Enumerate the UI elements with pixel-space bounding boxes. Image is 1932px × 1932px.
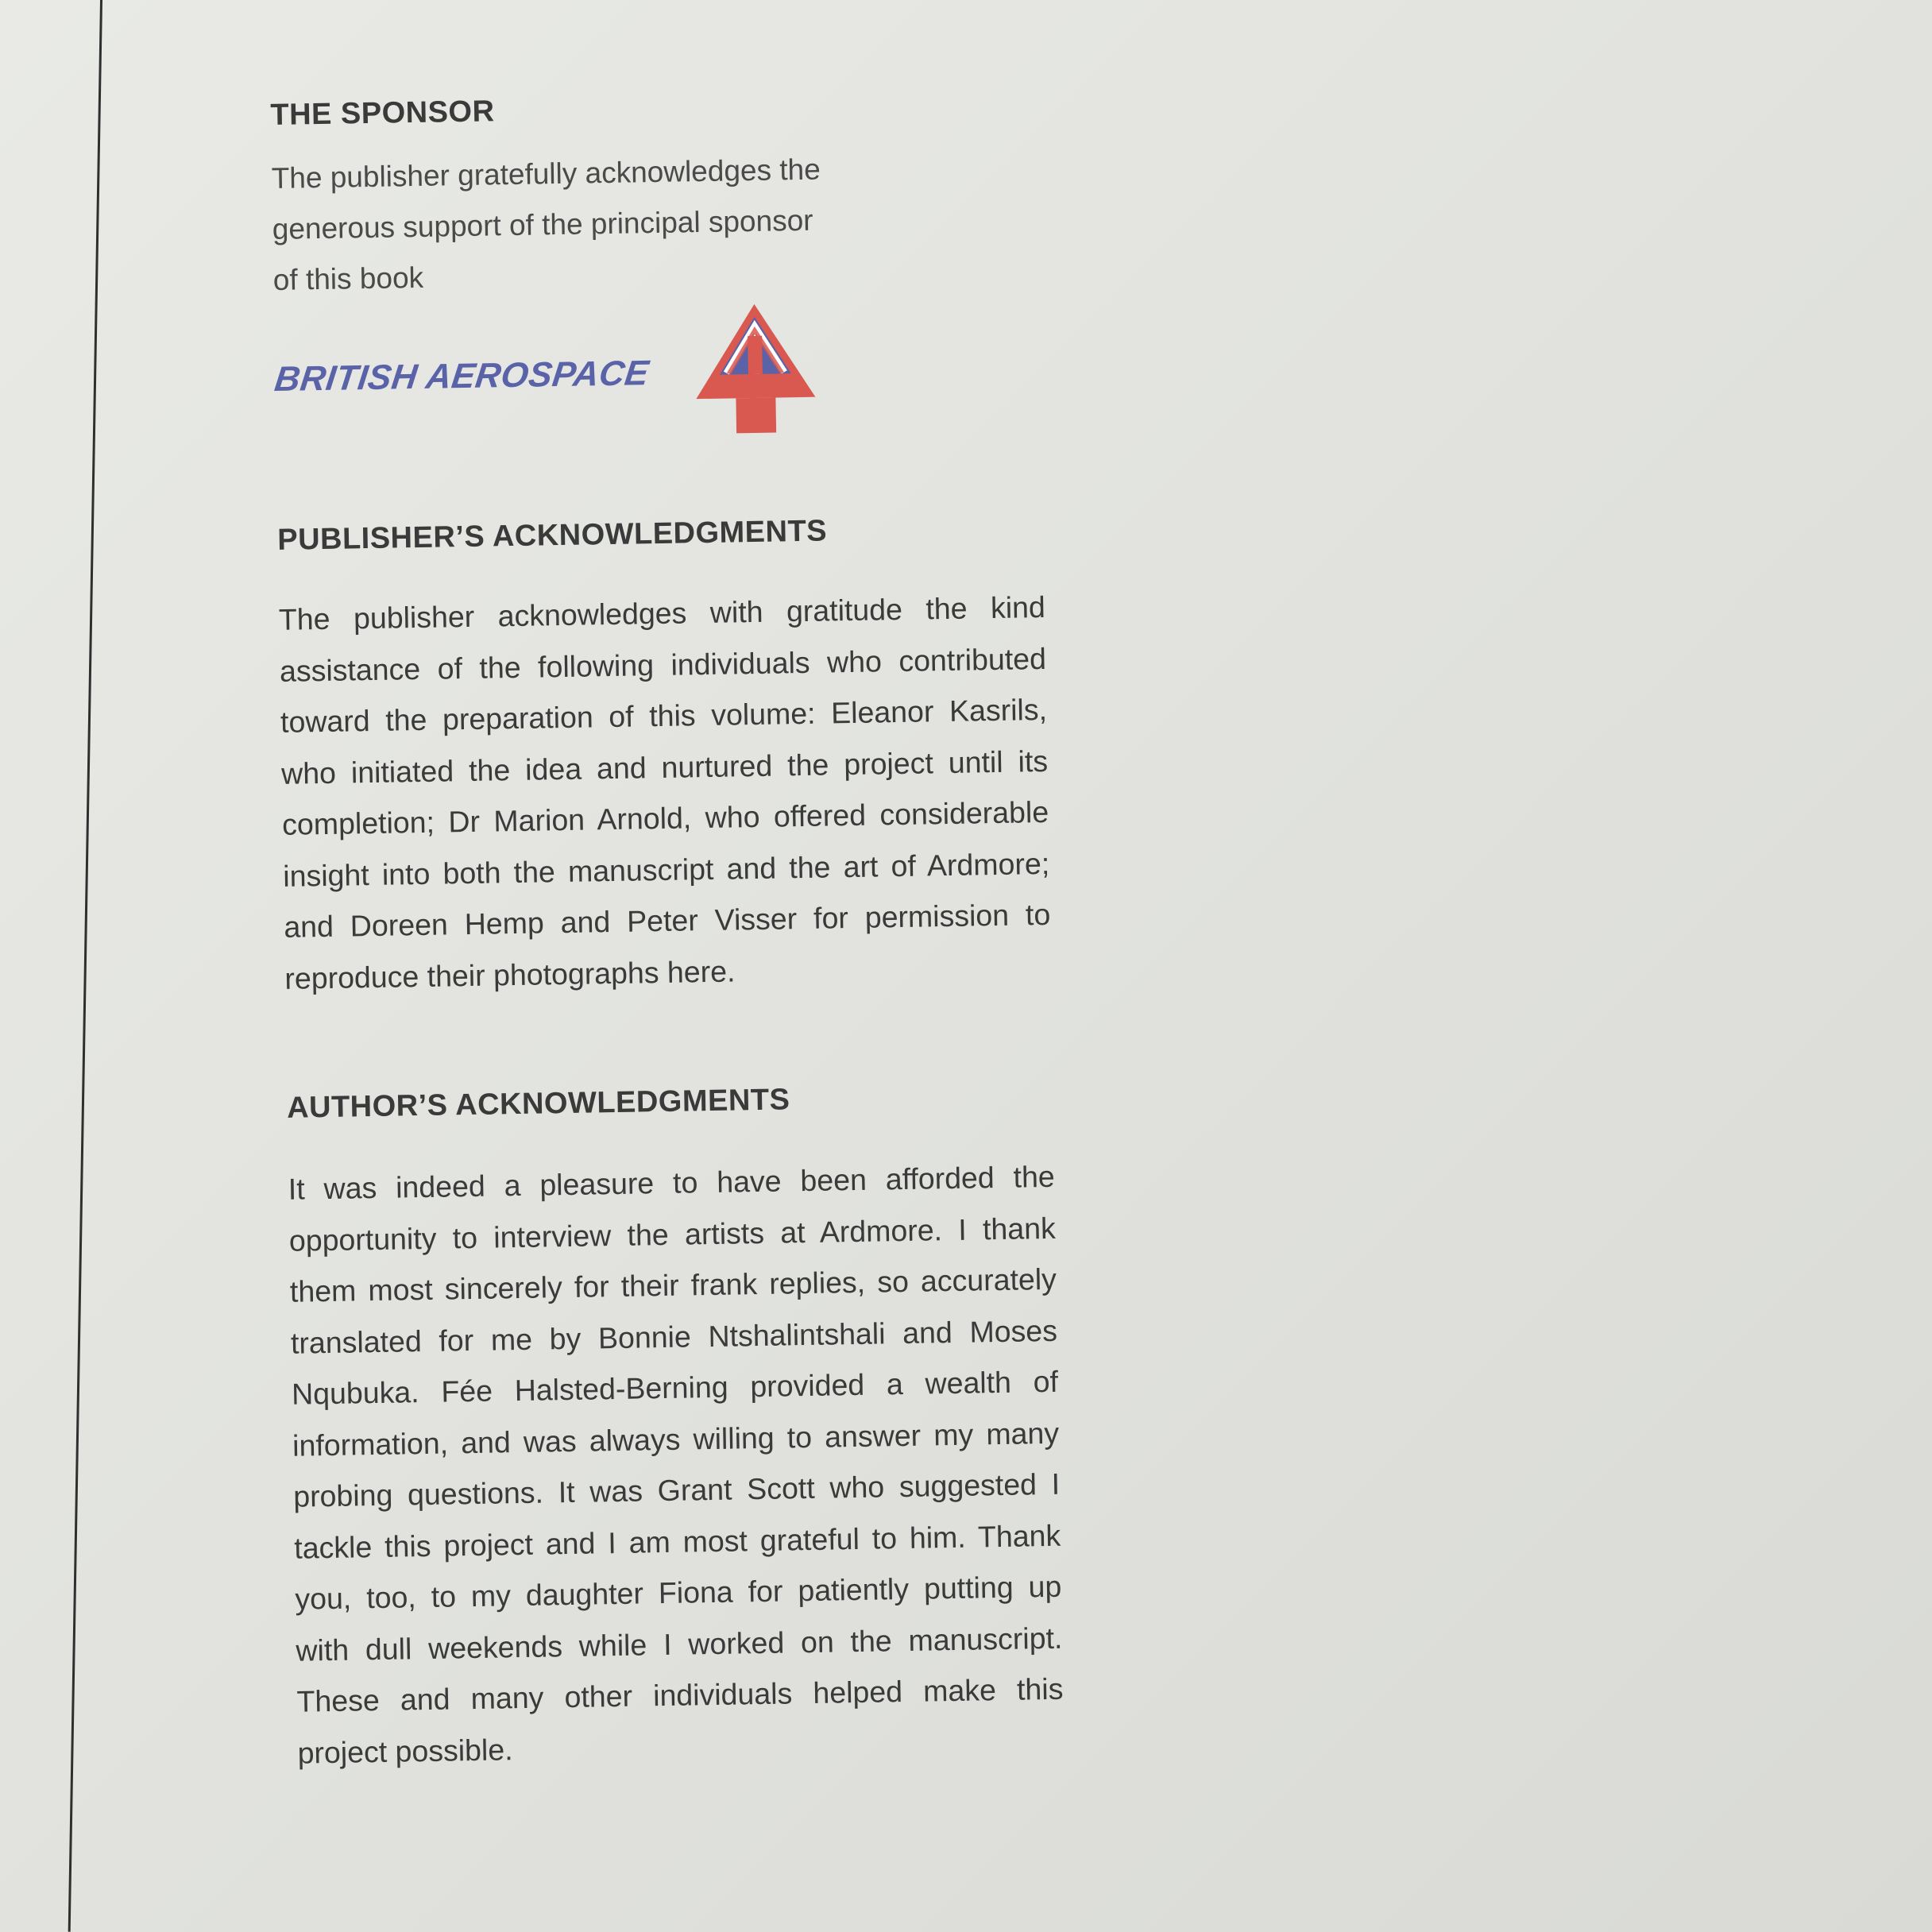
logo-wordmark: BRITISH AEROSPACE [272,354,651,400]
sponsor-text: The publisher gratefully acknowledges the generous support of the principal sponsor of this book [271,153,821,296]
acknowledgments-page [270,82,1100,1778]
publisher-acknowledgments-heading: PUBLISHER’S ACKNOWLEDGMENTS [276,514,828,557]
sponsor-heading: THE SPONSOR [270,95,495,132]
british-aerospace-arrow-icon [694,303,816,436]
page-binding-line [68,0,102,1932]
publisher-acknowledgments-text: The publisher acknowledges with gratitude the kind assistance of the following individuals who contributed toward the preparation of this volume: Eleanor Kasrils, who initiated the idea and nurtured the project until its completion; Dr Marion Arnold, who offered considerable insight into both the manuscript and the art of Ardmore; and Doreen Hemp and Peter Visser for permission to reproduce their photographs here. [278,589,1051,995]
british-aerospace-logo [274,303,833,447]
author-acknowledgments-text: It was indeed a pleasure to have been afforded the opportunity to interview the artists at Ardmore. I thank them most sincerely for their frank replies, so accurately translated for me by Bonnie Ntshalintshali and Moses Nqubuka. Fée Halsted-Berning provided a wealth of information, and was always willing to answer my many probing questions. It was Grant Scott who suggested I tackle this project and I am most grateful to him. Thank you, too, to my daughter Fiona for patiently putting up with dull weekends while I worked on the manuscript. These and many other individuals helped make this project possible. [288,1159,1064,1770]
author-acknowledgments-heading: AUTHOR’S ACKNOWLEDGMENTS [286,1083,790,1125]
